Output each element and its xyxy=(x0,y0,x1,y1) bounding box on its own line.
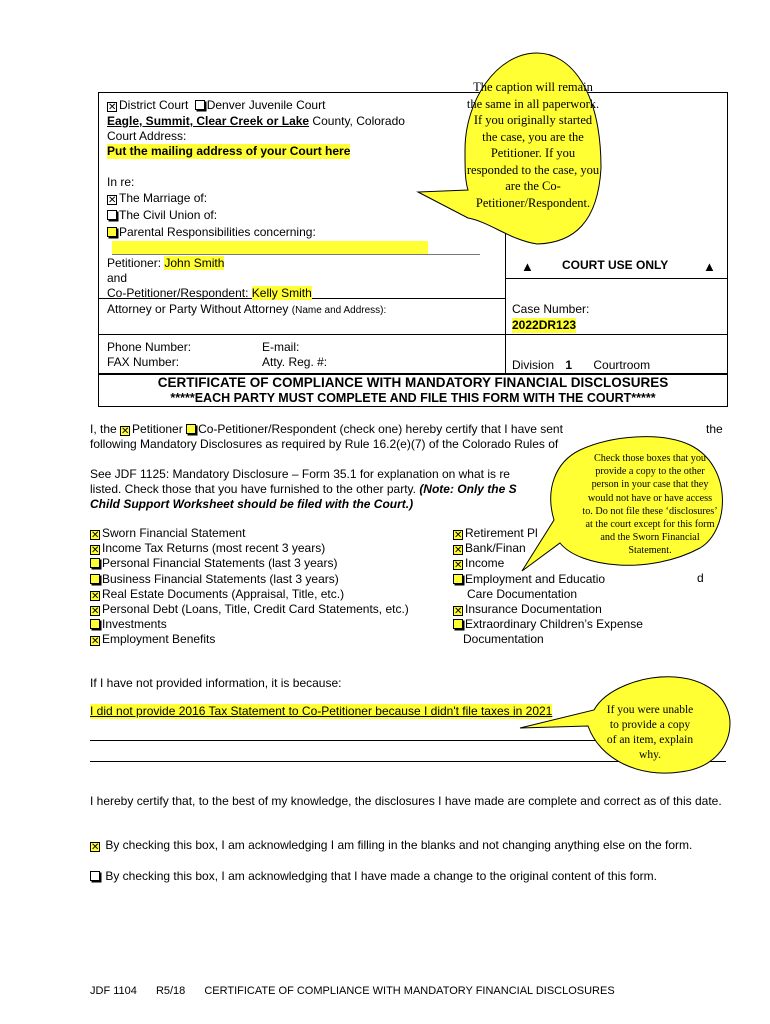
attorney-sublabel: (Name and Address): xyxy=(291,305,387,316)
footer-form-id: JDF 1104 xyxy=(90,985,137,997)
list-item-label: Insurance Documentation xyxy=(465,602,602,617)
footer-revision: R5/18 xyxy=(155,985,186,997)
checkbox[interactable]: ✕ xyxy=(454,606,463,618)
form-subtitle: *****EACH PARTY MUST COMPLETE AND FILE THIS FORM WITH THE COURT***** xyxy=(170,391,656,405)
worksheet-line: Child Support Worksheet should be filed with the Court.) xyxy=(90,497,414,511)
unable-callout-text: If you were unable to provide a copy of an item, explain why. xyxy=(606,704,694,761)
marriage-checkbox[interactable]: ✕ xyxy=(108,195,117,206)
checkbox[interactable]: ✕ xyxy=(91,606,100,618)
checkbox[interactable]: ✕ xyxy=(91,636,100,648)
list-item-label: Business Financial Statements (last 3 years) xyxy=(102,571,339,586)
district-court-label: District Court xyxy=(119,98,189,112)
footer-title: CERTIFICATE OF COMPLIANCE WITH MANDATORY FINANCIAL DISCLOSURES xyxy=(204,985,615,997)
list-item-label: Sworn Financial Statement xyxy=(102,526,246,540)
petitioner-role-label: Petitioner xyxy=(132,422,183,436)
triangle-left-icon: ▲ xyxy=(521,259,534,274)
co-petitioner-role-label: Co-Petitioner/Respondent (check one) hereby certify that I have sent xyxy=(198,422,563,436)
co-petitioner-name-field[interactable]: Kelly Smith xyxy=(251,286,312,300)
parental-label: Parental Responsibilities concerning: xyxy=(119,225,316,239)
civil-union-label: The Civil Union of: xyxy=(119,208,218,222)
checkbox[interactable]: ✕ xyxy=(454,545,463,557)
employment-tail: d xyxy=(697,571,704,585)
in-re-label: In re: xyxy=(107,175,135,189)
court-address-value[interactable]: Put the mailing address of your Court here xyxy=(107,144,351,158)
not-provided-reason[interactable]: I did not provide 2016 Tax Statement to Co-Petitioner because I didn't file taxes in 2021 xyxy=(90,704,553,718)
triangle-right-icon: ▲ xyxy=(703,259,716,274)
list-item-label: Personal Debt (Loans, Title, Credit Card Statements, etc.) xyxy=(102,602,409,617)
certify-line-1-tail: the xyxy=(706,422,723,436)
checkbox[interactable]: ✕ xyxy=(91,530,100,541)
division-label: Division xyxy=(512,358,555,372)
certify-i-the: I, the xyxy=(90,422,117,436)
marriage-label: The Marriage of: xyxy=(119,191,208,205)
list-item-label: Bank/Finan xyxy=(465,541,526,556)
and-label: and xyxy=(107,271,128,285)
list-item-label: Personal Financial Statements (last 3 years) xyxy=(102,556,338,571)
county-suffix: County, Colorado xyxy=(309,114,405,128)
certification-text: I hereby certify that, to the best of my knowledge, the disclosures I have made are complete and correct as of this date. xyxy=(90,794,722,808)
petitioner-role-checkbox[interactable]: ✕ xyxy=(121,426,130,437)
list-item-continuation: Care Documentation xyxy=(467,586,578,601)
court-use-only-label: COURT USE ONLY xyxy=(562,258,669,272)
see-jdf-line: See JDF 1125: Mandatory Disclosure – Form 35.1 for explanation on what is re xyxy=(90,467,510,481)
form-title: CERTIFICATE OF COMPLIANCE WITH MANDATORY FINANCIAL DISCLOSURES xyxy=(157,375,669,390)
juvenile-court-label: Denver Juvenile Court xyxy=(206,98,326,112)
caption-callout-text: The caption will remain the same in all paperwork. If you originally started the case, you are the Petitioner. If you responded to the case, you are the Co-Petitioner/Respondent. xyxy=(466,80,600,210)
list-item-label: Employment and Educatio xyxy=(465,571,606,586)
not-provided-label: If I have not provided information, it is because: xyxy=(90,676,342,690)
checkbox[interactable]: ✕ xyxy=(454,530,463,541)
fax-label: FAX Number: xyxy=(107,355,180,369)
phone-label: Phone Number: xyxy=(107,340,192,354)
list-item-label: Investments xyxy=(102,617,167,632)
co-petitioner-label: Co-Petitioner/Respondent: xyxy=(107,286,249,300)
email-label: E-mail: xyxy=(262,340,300,354)
checkbox[interactable]: ✕ xyxy=(454,560,463,572)
division-value[interactable]: 1 xyxy=(565,358,573,372)
district-court-checkbox[interactable]: ✕ xyxy=(108,102,117,113)
no-change-checkbox[interactable]: ✕ xyxy=(91,842,100,853)
case-number-label: Case Number: xyxy=(512,302,590,316)
list-item-label: Income Tax Returns (most recent 3 years) xyxy=(102,541,326,556)
changed-label: By checking this box, I am acknowledging that I have made a change to the original content of this form. xyxy=(105,869,657,883)
list-item-label: Extraordinary Children’s Expense xyxy=(465,617,643,632)
boxes-callout-text: Check those boxes that you provide a copy to the other person in your case that they would not have or have access to. Do not file these ‘disclosures’ at the court except for this form and the Sworn Financial Statement. xyxy=(582,453,718,557)
checkbox[interactable]: ✕ xyxy=(91,590,100,602)
list-item-continuation: Documentation xyxy=(463,632,544,647)
atty-reg-label: Atty. Reg. #: xyxy=(262,355,328,369)
note-text: (Note: Only the S xyxy=(419,482,517,496)
court-address-label: Court Address: xyxy=(107,129,187,143)
petitioner-name-field[interactable]: John Smith xyxy=(164,256,225,270)
list-item-label: Real Estate Documents (Appraisal, Title, etc.) xyxy=(102,586,345,601)
petitioner-label: Petitioner: xyxy=(107,256,162,270)
attorney-label: Attorney or Party Without Attorney xyxy=(107,302,289,316)
listed-text: listed. Check those that you have furnished to the other party. xyxy=(90,482,416,496)
no-change-label: By checking this box, I am acknowledging I am filling in the blanks and not changing anything else on the form. xyxy=(105,838,693,852)
county-names: Eagle, Summit, Clear Creek or Lake xyxy=(107,114,310,128)
list-item-label: Employment Benefits xyxy=(102,632,216,647)
case-number-value[interactable]: 2022DR123 xyxy=(512,318,577,332)
checkbox[interactable]: ✕ xyxy=(91,545,100,557)
courtroom-label: Courtroom xyxy=(593,358,651,372)
certify-line-2: following Mandatory Disclosures as required by Rule 16.2(e)(7) of the Colorado Rules of xyxy=(90,437,559,451)
list-item-label: Retirement Pl xyxy=(465,526,538,540)
list-item-label: Income xyxy=(465,556,505,571)
